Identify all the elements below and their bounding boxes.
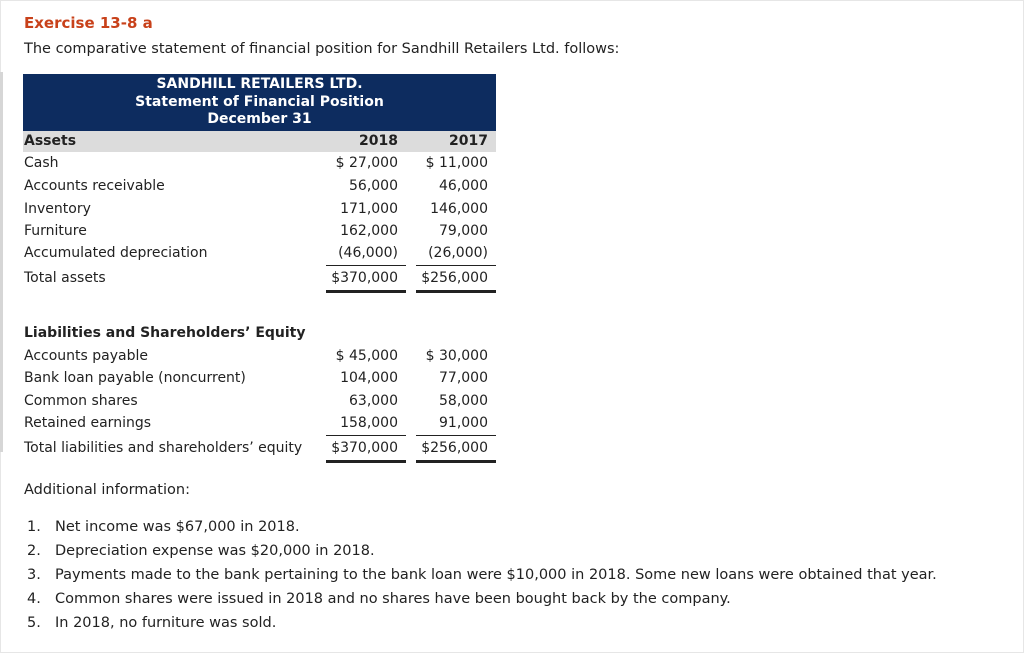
liability-label: Accounts payable: [24, 348, 148, 364]
note-number: 3.: [27, 567, 41, 583]
note-number: 5.: [27, 615, 41, 631]
notes-list: [24, 515, 937, 635]
liability-2018: $ 45,000: [335, 348, 398, 364]
asset-2017: (26,000): [428, 245, 488, 261]
liability-2017: 91,000: [439, 415, 488, 431]
asset-2017: 46,000: [439, 178, 488, 194]
total-liabilities-label: Total liabilities and shareholders’ equity: [24, 440, 303, 456]
subtotal-rule-2018: [326, 435, 406, 436]
liability-2017: 77,000: [439, 370, 488, 386]
asset-2017: 79,000: [439, 223, 488, 239]
total-double-rule-2018: [326, 460, 406, 463]
note-text: Depreciation expense was $20,000 in 2018.: [55, 543, 375, 559]
liability-label: Common shares: [24, 393, 138, 409]
additional-info-label: Additional information:: [24, 482, 190, 498]
note-text: In 2018, no furniture was sold.: [55, 615, 277, 631]
asset-label: Inventory: [24, 201, 91, 217]
asset-label: Cash: [24, 155, 59, 171]
note-text: Net income was $67,000 in 2018.: [55, 519, 300, 535]
liability-2017: 58,000: [439, 393, 488, 409]
liability-label: Bank loan payable (noncurrent): [24, 370, 246, 386]
list-item: [24, 587, 937, 611]
left-rule: [0, 72, 3, 452]
asset-2018: (46,000): [338, 245, 398, 261]
asset-2018: 56,000: [349, 178, 398, 194]
asset-2018: 171,000: [340, 201, 398, 217]
statement-header: [23, 74, 496, 131]
note-text: Payments made to the bank pertaining to the bank loan were $10,000 in 2018. Some new loans were obtained that year.: [55, 567, 937, 583]
note-number: 4.: [27, 591, 41, 607]
subtotal-rule-2017: [416, 435, 496, 436]
list-item: [24, 539, 937, 563]
total-liabilities-2018: $370,000: [331, 440, 398, 456]
subtotal-rule-2017: [416, 265, 496, 266]
liability-2017: $ 30,000: [425, 348, 488, 364]
asset-label: Accounts receivable: [24, 178, 165, 194]
asset-2017: 146,000: [430, 201, 488, 217]
total-double-rule-2018: [326, 290, 406, 293]
intro-text: The comparative statement of financial position for Sandhill Retailers Ltd. follows:: [24, 41, 620, 57]
subtotal-rule-2018: [326, 265, 406, 266]
total-assets-label: Total assets: [24, 270, 106, 286]
year-2017-header: 2017: [449, 133, 488, 149]
total-liabilities-2017: $256,000: [421, 440, 488, 456]
note-text: Common shares were issued in 2018 and no shares have been bought back by the company.: [55, 591, 731, 607]
note-number: 2.: [27, 543, 41, 559]
liability-2018: 63,000: [349, 393, 398, 409]
year-2018-header: 2018: [359, 133, 398, 149]
liability-2018: 104,000: [340, 370, 398, 386]
statement-name: Statement of Financial Position: [135, 93, 384, 110]
liability-2018: 158,000: [340, 415, 398, 431]
list-item: [24, 515, 937, 539]
exercise-title: Exercise 13-8 a: [24, 14, 153, 32]
asset-2017: $ 11,000: [425, 155, 488, 171]
total-double-rule-2017: [416, 460, 496, 463]
company-name: SANDHILL RETAILERS LTD.: [156, 76, 363, 92]
list-item: [24, 611, 937, 635]
note-number: 1.: [27, 519, 41, 535]
asset-2018: 162,000: [340, 223, 398, 239]
statement-date: December 31: [207, 111, 312, 127]
total-assets-2018: $370,000: [331, 270, 398, 286]
total-double-rule-2017: [416, 290, 496, 293]
assets-heading: Assets: [24, 133, 77, 149]
asset-2018: $ 27,000: [335, 155, 398, 171]
total-assets-2017: $256,000: [421, 270, 488, 286]
liability-label: Retained earnings: [24, 415, 152, 431]
asset-label: Accumulated depreciation: [24, 245, 208, 261]
liabilities-heading: Liabilities and Shareholders’ Equity: [24, 325, 306, 341]
list-item: [24, 563, 937, 587]
asset-label: Furniture: [24, 223, 87, 239]
